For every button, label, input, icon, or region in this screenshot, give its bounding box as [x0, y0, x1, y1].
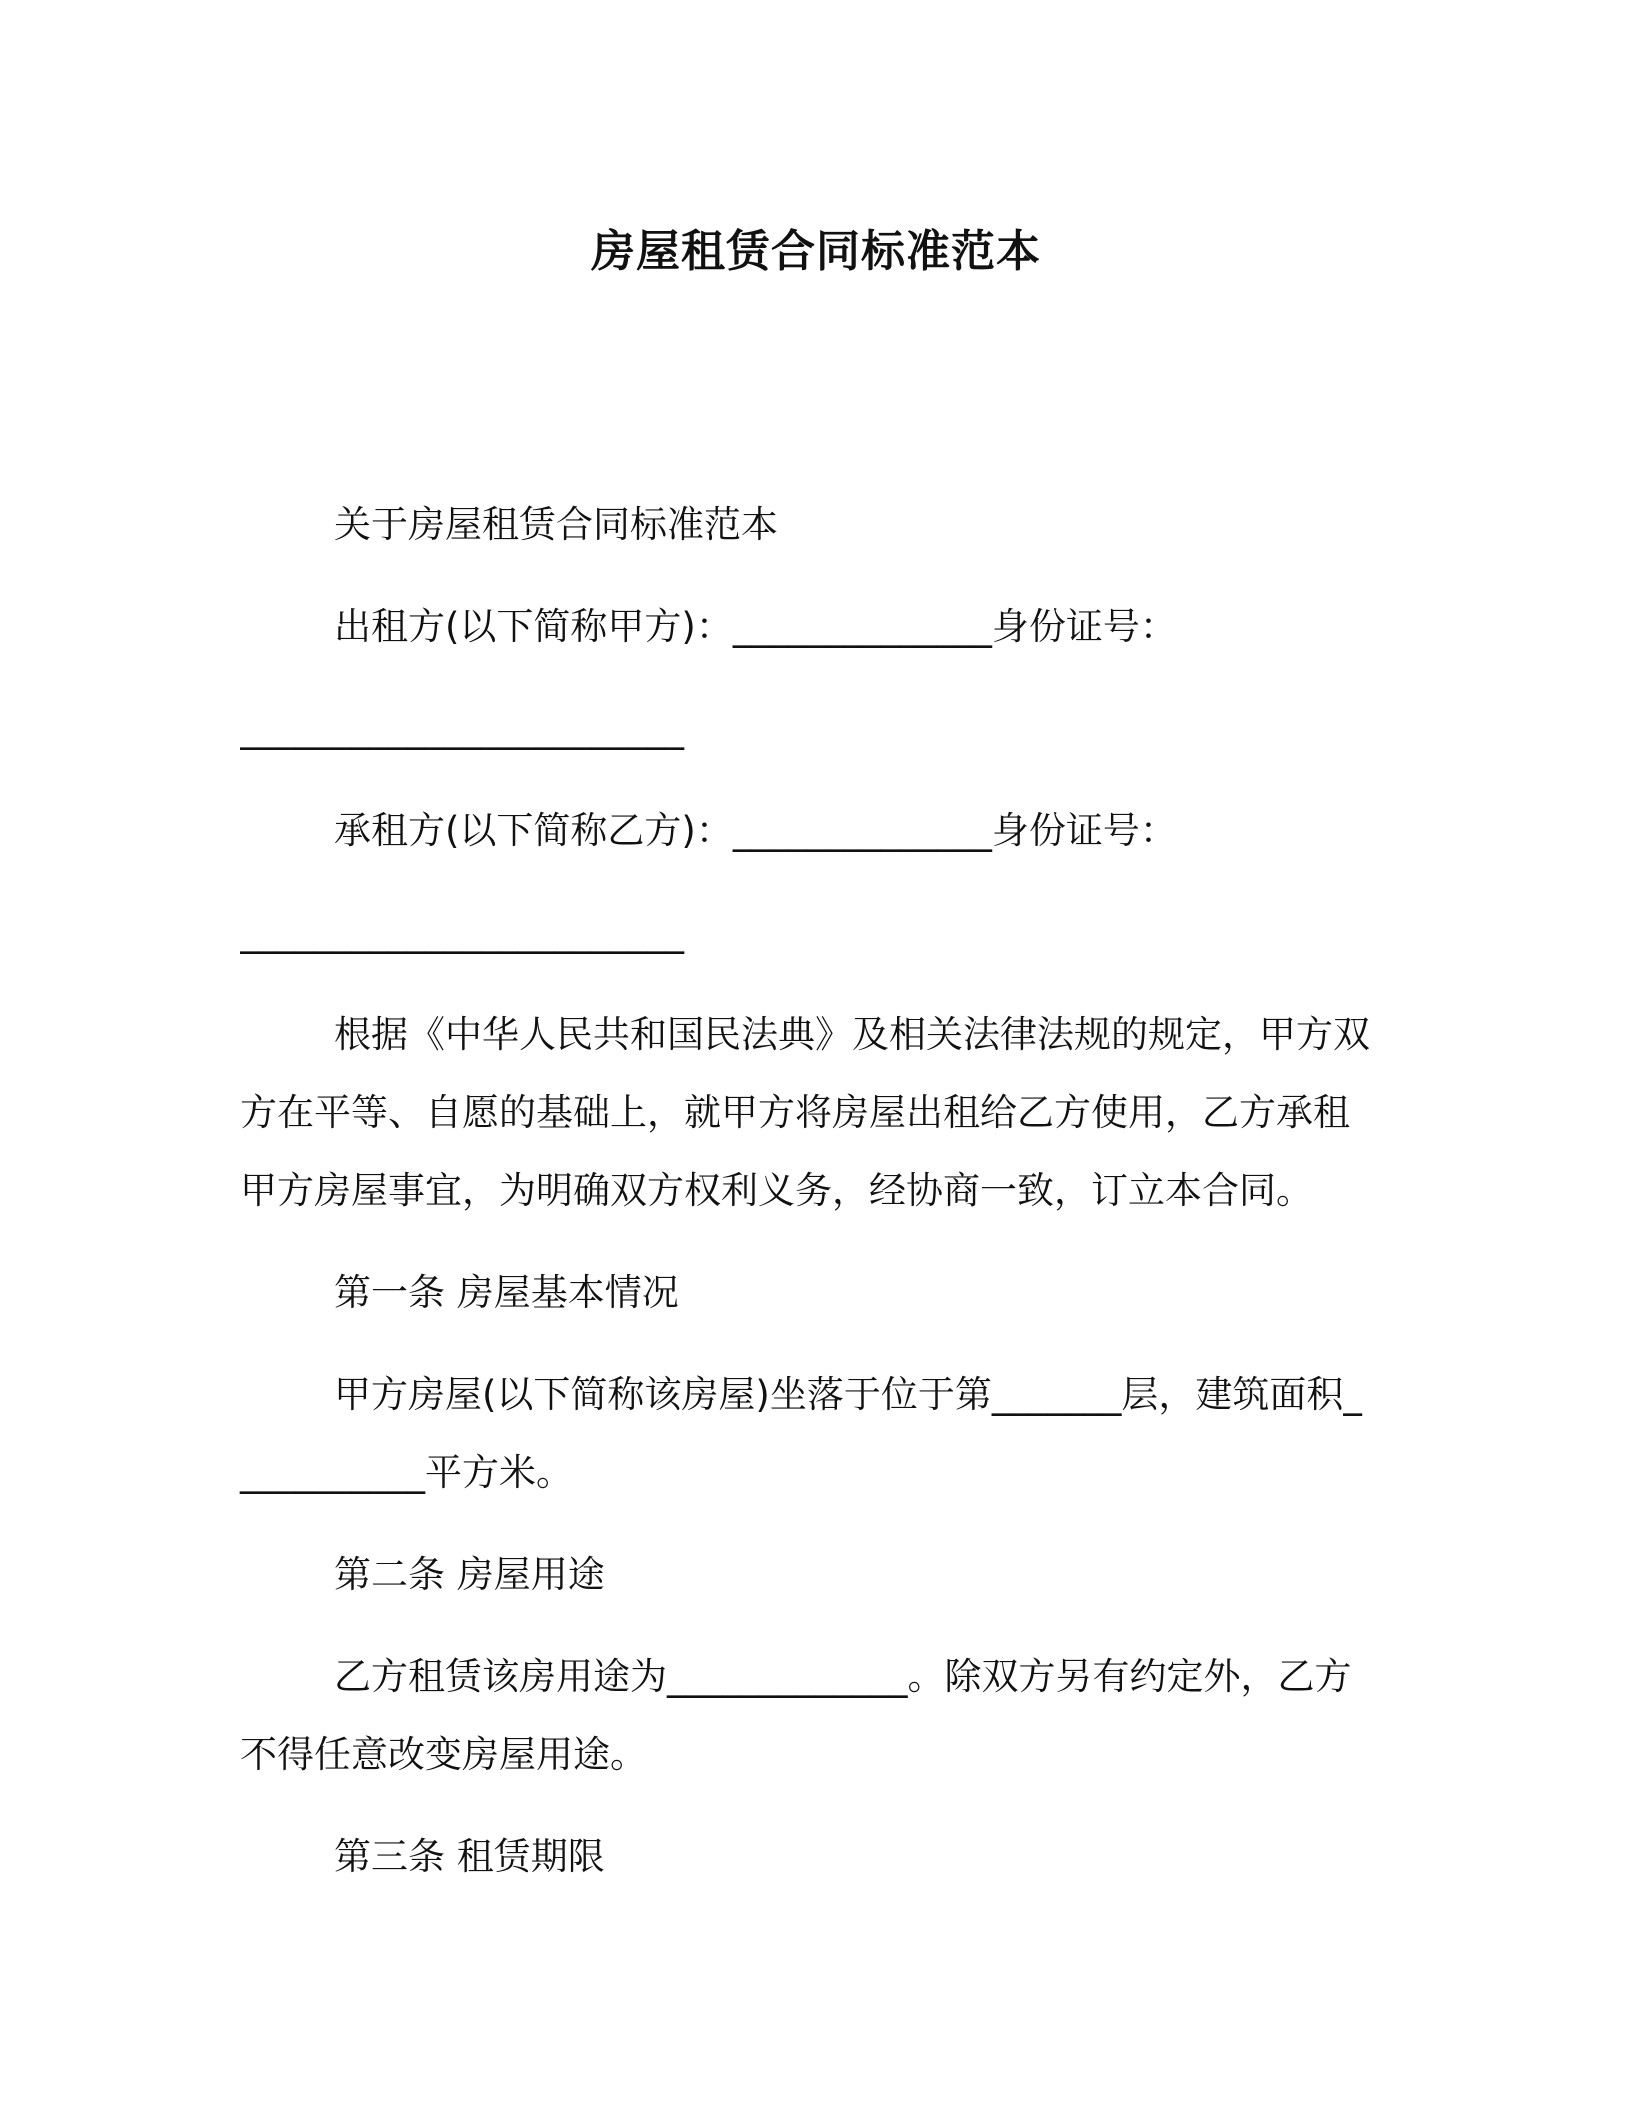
- paragraph-lessor: 出租方(以下简称甲方)：______________身份证号：: [334, 605, 1177, 648]
- article-2-text: 乙方租赁该房用途为_____________。除双方另有约定外，乙方不得任意改变房屋用途。: [240, 1655, 1352, 1776]
- paragraph-lessor-id-blank: ________________________: [240, 707, 684, 750]
- article-3-heading: 第三条 租赁期限: [334, 1835, 605, 1878]
- article-1-text: 甲方房屋(以下简称该房屋)坐落于位于第_______层，建筑面积___________平方米。: [240, 1373, 1362, 1494]
- paragraph-lessee-id-blank: ________________________: [240, 911, 684, 954]
- article-2-heading: 第二条 房屋用途: [334, 1553, 605, 1596]
- paragraph-preamble: 根据《中华人民共和国民法典》及相关法律法规的规定，甲方双方在平等、自愿的基础上，就甲方将房屋出租给乙方使用，乙方承租甲方房屋事宜，为明确双方权利义务，经协商一致，订立本合同。: [240, 1013, 1370, 1212]
- paragraph-intro: 关于房屋租赁合同标准范本: [334, 503, 778, 546]
- article-1-heading: 第一条 房屋基本情况: [334, 1271, 679, 1314]
- document-body: [240, 486, 1376, 1920]
- document-title: 房屋租赁合同标准范本: [591, 226, 1041, 277]
- paragraph-lessee: 承租方(以下简称乙方)：______________身份证号：: [334, 809, 1177, 852]
